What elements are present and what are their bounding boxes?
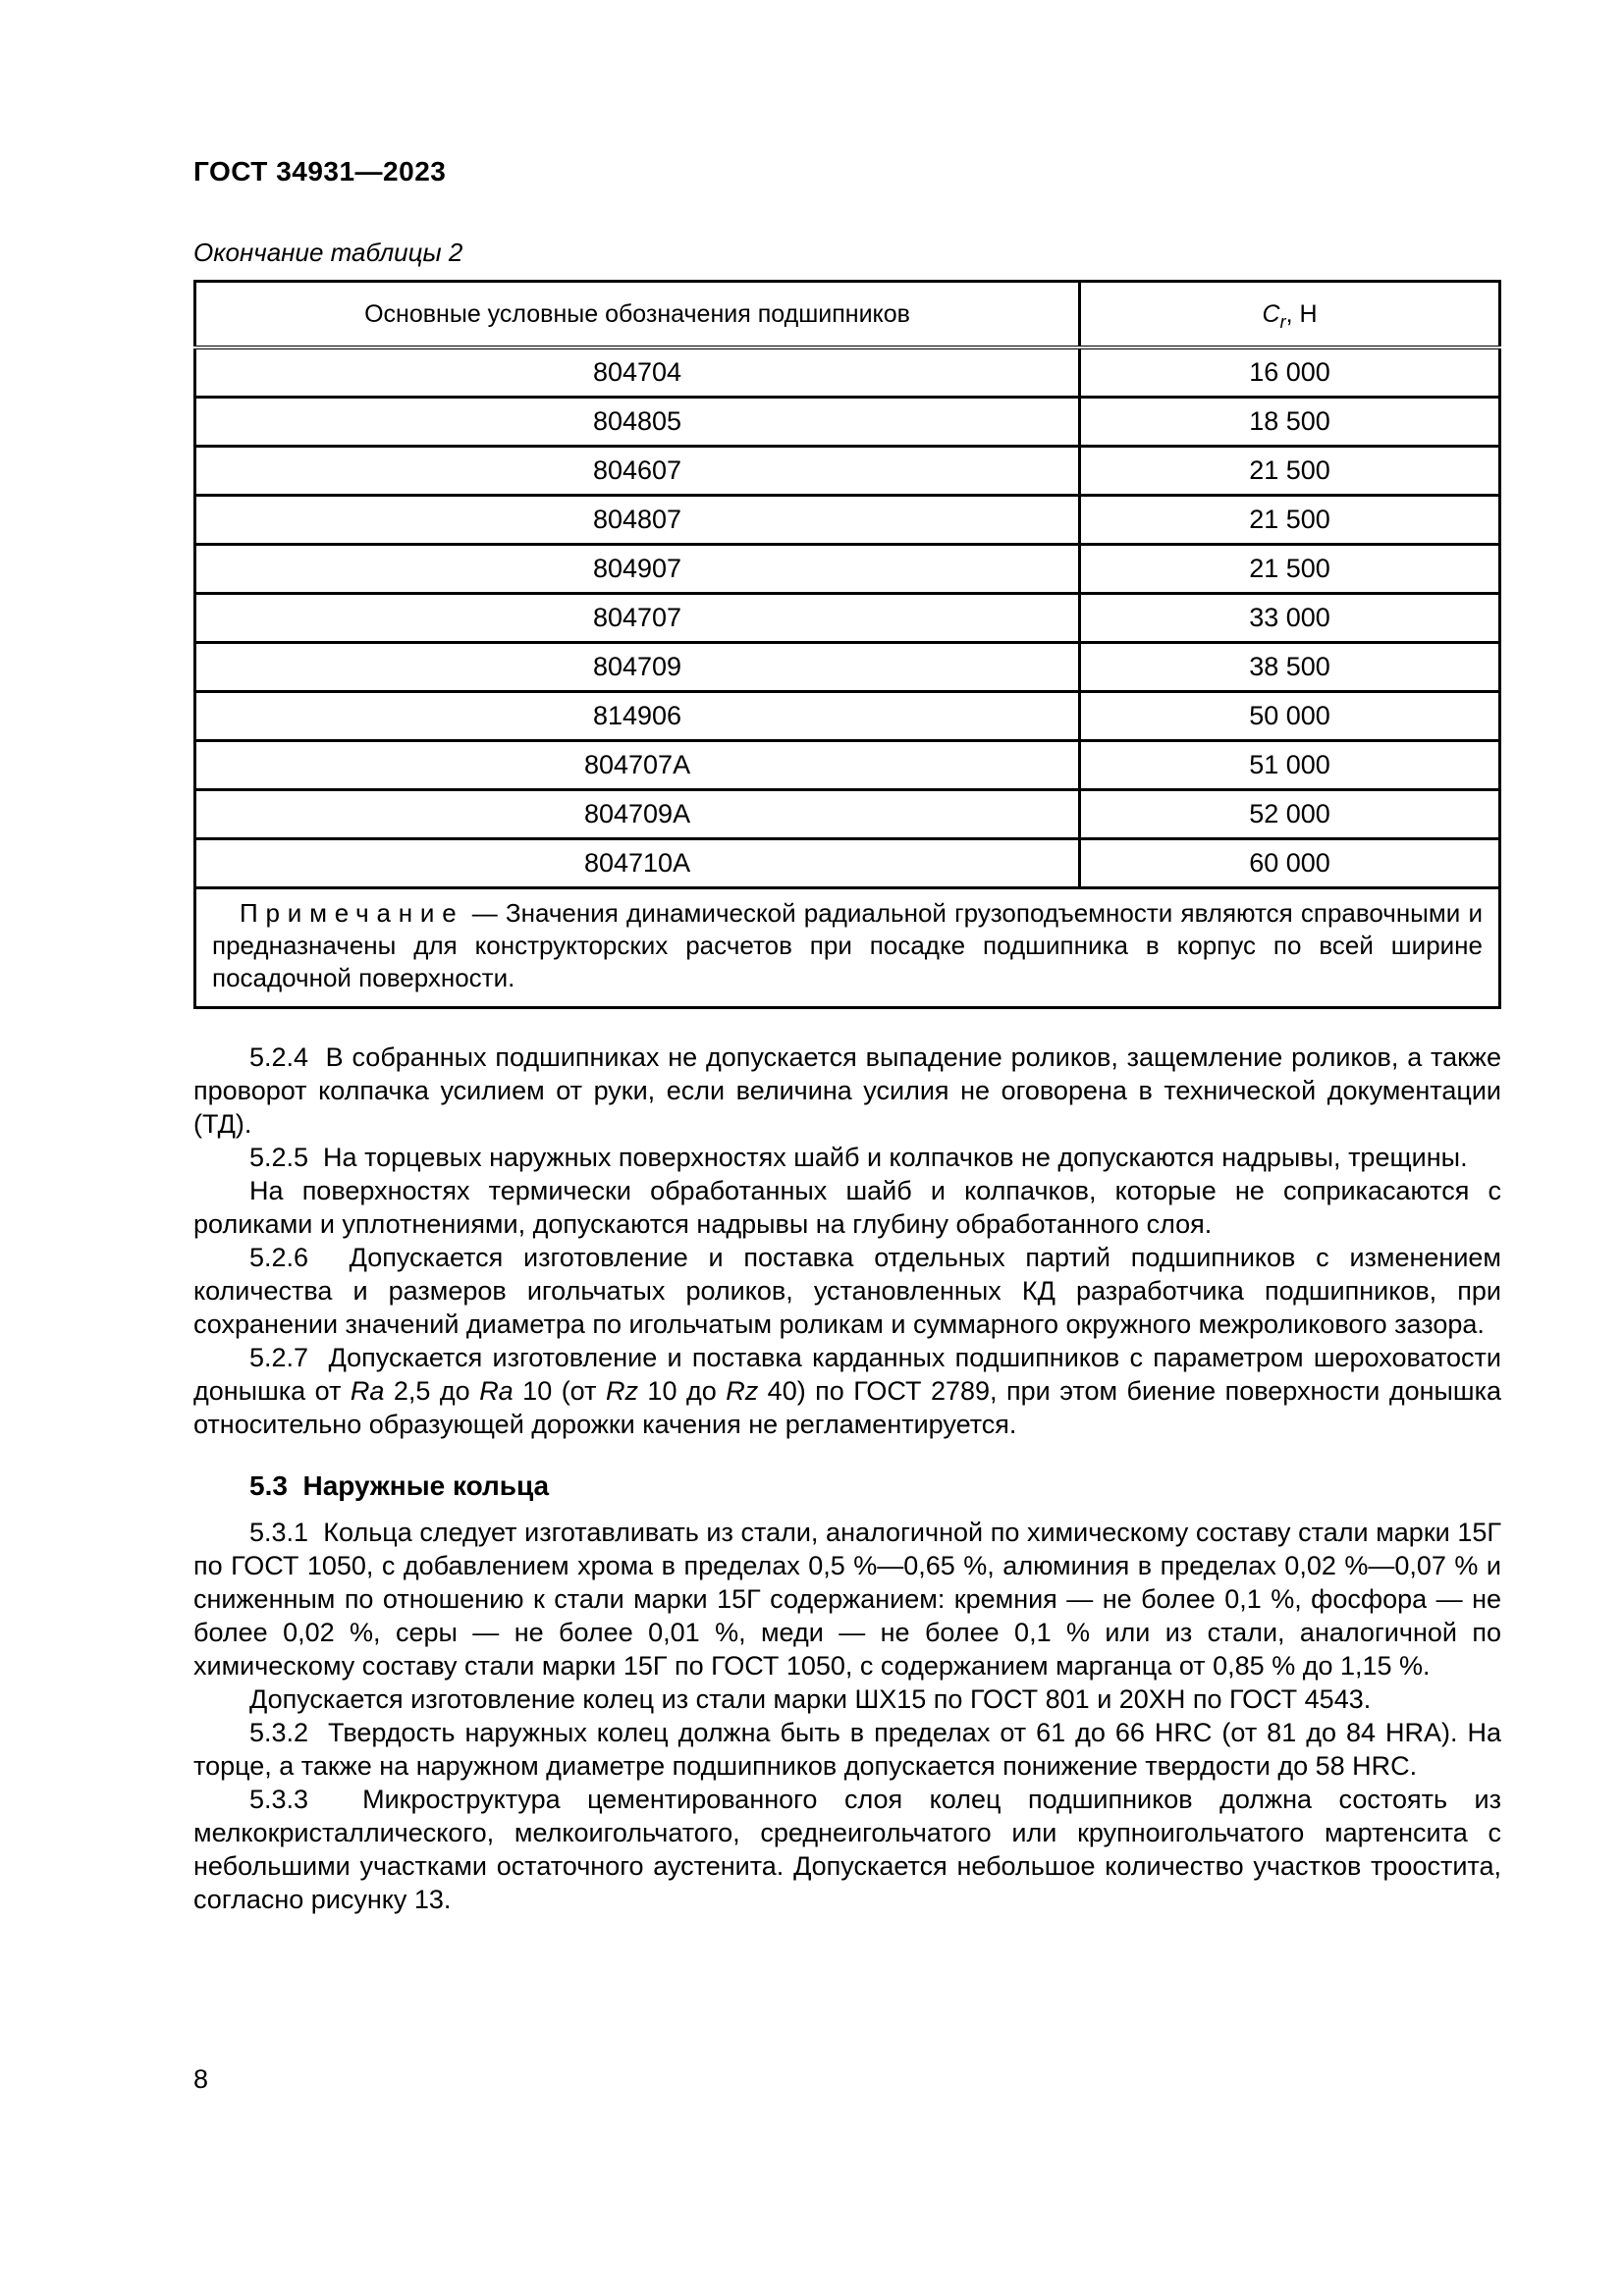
load-rating-cell: 50 000 (1080, 692, 1500, 741)
bearing-designation-cell: 804704 (195, 347, 1080, 398)
page-content (193, 0, 1501, 1916)
table-row (195, 741, 1500, 790)
page-number: 8 (193, 2064, 209, 2094)
bearing-designation-cell: 804807 (195, 496, 1080, 545)
load-rating-cell: 21 500 (1080, 545, 1500, 594)
load-rating-header-cell: $C_r$, Н (1080, 282, 1500, 348)
paragraph-5-3-2: 5.3.2 Твердость наружных колец должна быть в пределах от 61 до 66 HRC (от 81 до 84 HRA). На торце, а также на наружном диаметре подшипников допускается понижение твердости до 58 HRC. (193, 1718, 1501, 1781)
paragraph-5-2-6: 5.2.6 Допускается изготовление и поставка отдельных партий подшипников с изменением количества и размеров игольчатых роликов, установленных КД разработчика подшипников, при сохранении значений диаметра по игольчатым роликам и суммарного окружного межроликового зазора. (193, 1243, 1501, 1339)
table-note-row (195, 888, 1500, 1008)
paragraph-5-2-7: 5.2.7 Допускается изготовление и поставка карданных подшипников с параметром шероховатости донышка от Ra 2,5 до Ra 10 (от Rz 10 до Rz 40) по ГОСТ 2789, при этом биение поверхности донышка относительно образующей дорожки качения не регламентируется. (193, 1343, 1501, 1439)
table-row (195, 790, 1500, 839)
paragraph-5-3-1: 5.3.1 Кольца следует изготавливать из стали, аналогичной по химическому составу стали марки 15Г по ГОСТ 1050, с добавлением хрома в пределах 0,5 %—0,65 %, алюминия в пределах 0,02 %—0,07 % и сниженным по отношению к стали марки 15Г содержанием: кремния — не более 0,1 %, фосфора — не более 0,02 %, серы — не более 0,01 %, меди — не более 0,1 % или из стали, аналогичной по химическому составу стали марки 15Г по ГОСТ 1050, с содержанием марганца от 0,85 % до 1,15 %. (193, 1518, 1501, 1681)
table-row (195, 594, 1500, 643)
bearing-designation-cell: 804707 (195, 594, 1080, 643)
bearing-designation-cell: 804805 (195, 398, 1080, 447)
bearing-designation-cell: 804709А (195, 790, 1080, 839)
section-5-3-heading: 5.3 Наружные кольца (249, 1470, 550, 1501)
load-rating-cell: 16 000 (1080, 347, 1500, 398)
bearing-designation-cell: 804710А (195, 839, 1080, 888)
paragraph-5-2-5: 5.2.5 На торцевых наружных поверхностях шайб и колпачков не допускаются надрывы, трещины. (249, 1143, 1468, 1172)
table-note (212, 897, 1483, 994)
bearing-designation-cell: 814906 (195, 692, 1080, 741)
table-row (195, 692, 1500, 741)
load-rating-cell: 52 000 (1080, 790, 1500, 839)
paragraph-5-2-4: 5.2.4 В собранных подшипниках не допускается выпадение роликов, защемление роликов, а также проворот колпачка усилием от руки, если величина усилия не оговорена в технической документации (ТД). (193, 1042, 1501, 1139)
table-caption: Окончание таблицы 2 (193, 238, 463, 267)
note-text: — Значения динамической радиальной грузоподъемности являются справочными и предназначены для конструкторских расчетов при посадке подшипника в корпус по всей ширине посадочной поверхности. (212, 898, 1483, 992)
bearing-designation-cell: 804607 (195, 447, 1080, 496)
load-rating-cell: 60 000 (1080, 839, 1500, 888)
table-row (195, 398, 1500, 447)
table-body (195, 347, 1500, 888)
bearing-designation-cell: 804707А (195, 741, 1080, 790)
bearing-designation-cell: 804709 (195, 643, 1080, 692)
load-rating-cell: 51 000 (1080, 741, 1500, 790)
table-row (195, 447, 1500, 496)
paragraph-5-2-5-cont: На поверхностях термически обработанных шайб и колпачков, которые не соприкасаются с роликами и уплотнениями, допускаются надрывы на глубину обработанного слоя. (193, 1176, 1501, 1239)
paragraph-5-3-3: 5.3.3 Микроструктура цементированного слоя колец подшипников должна состоять из мелкокристаллического, мелкоигольчатого, среднеигольчатого или крупноигольчатого мартенсита с небольшими участками остаточного аустенита. Допускается небольшое количество участков троостита, согласно рисунку 13. (193, 1785, 1501, 1914)
table-header-row (195, 282, 1500, 348)
table-row (195, 347, 1500, 398)
paragraph-5-3-1-cont: Допускается изготовление колец из стали марки ШХ15 по ГОСТ 801 и 20ХН по ГОСТ 4543. (249, 1684, 1372, 1714)
load-rating-cell: 38 500 (1080, 643, 1500, 692)
designations-header-cell: Основные условные обозначения подшипников (195, 282, 1080, 348)
load-rating-cell: 21 500 (1080, 447, 1500, 496)
load-rating-cell: 33 000 (1080, 594, 1500, 643)
table-note-cell (195, 888, 1500, 1008)
table-row (195, 839, 1500, 888)
load-rating-cell: 18 500 (1080, 398, 1500, 447)
bearing-designation-cell: 804907 (195, 545, 1080, 594)
note-label: Примечание (240, 898, 464, 928)
bearings-load-rating-table (193, 280, 1501, 1009)
table-row (195, 643, 1500, 692)
body-text (193, 1041, 1501, 1916)
table-row (195, 496, 1500, 545)
table-row (195, 545, 1500, 594)
doc-title: ГОСТ 34931—2023 (193, 156, 447, 187)
load-rating-cell: 21 500 (1080, 496, 1500, 545)
